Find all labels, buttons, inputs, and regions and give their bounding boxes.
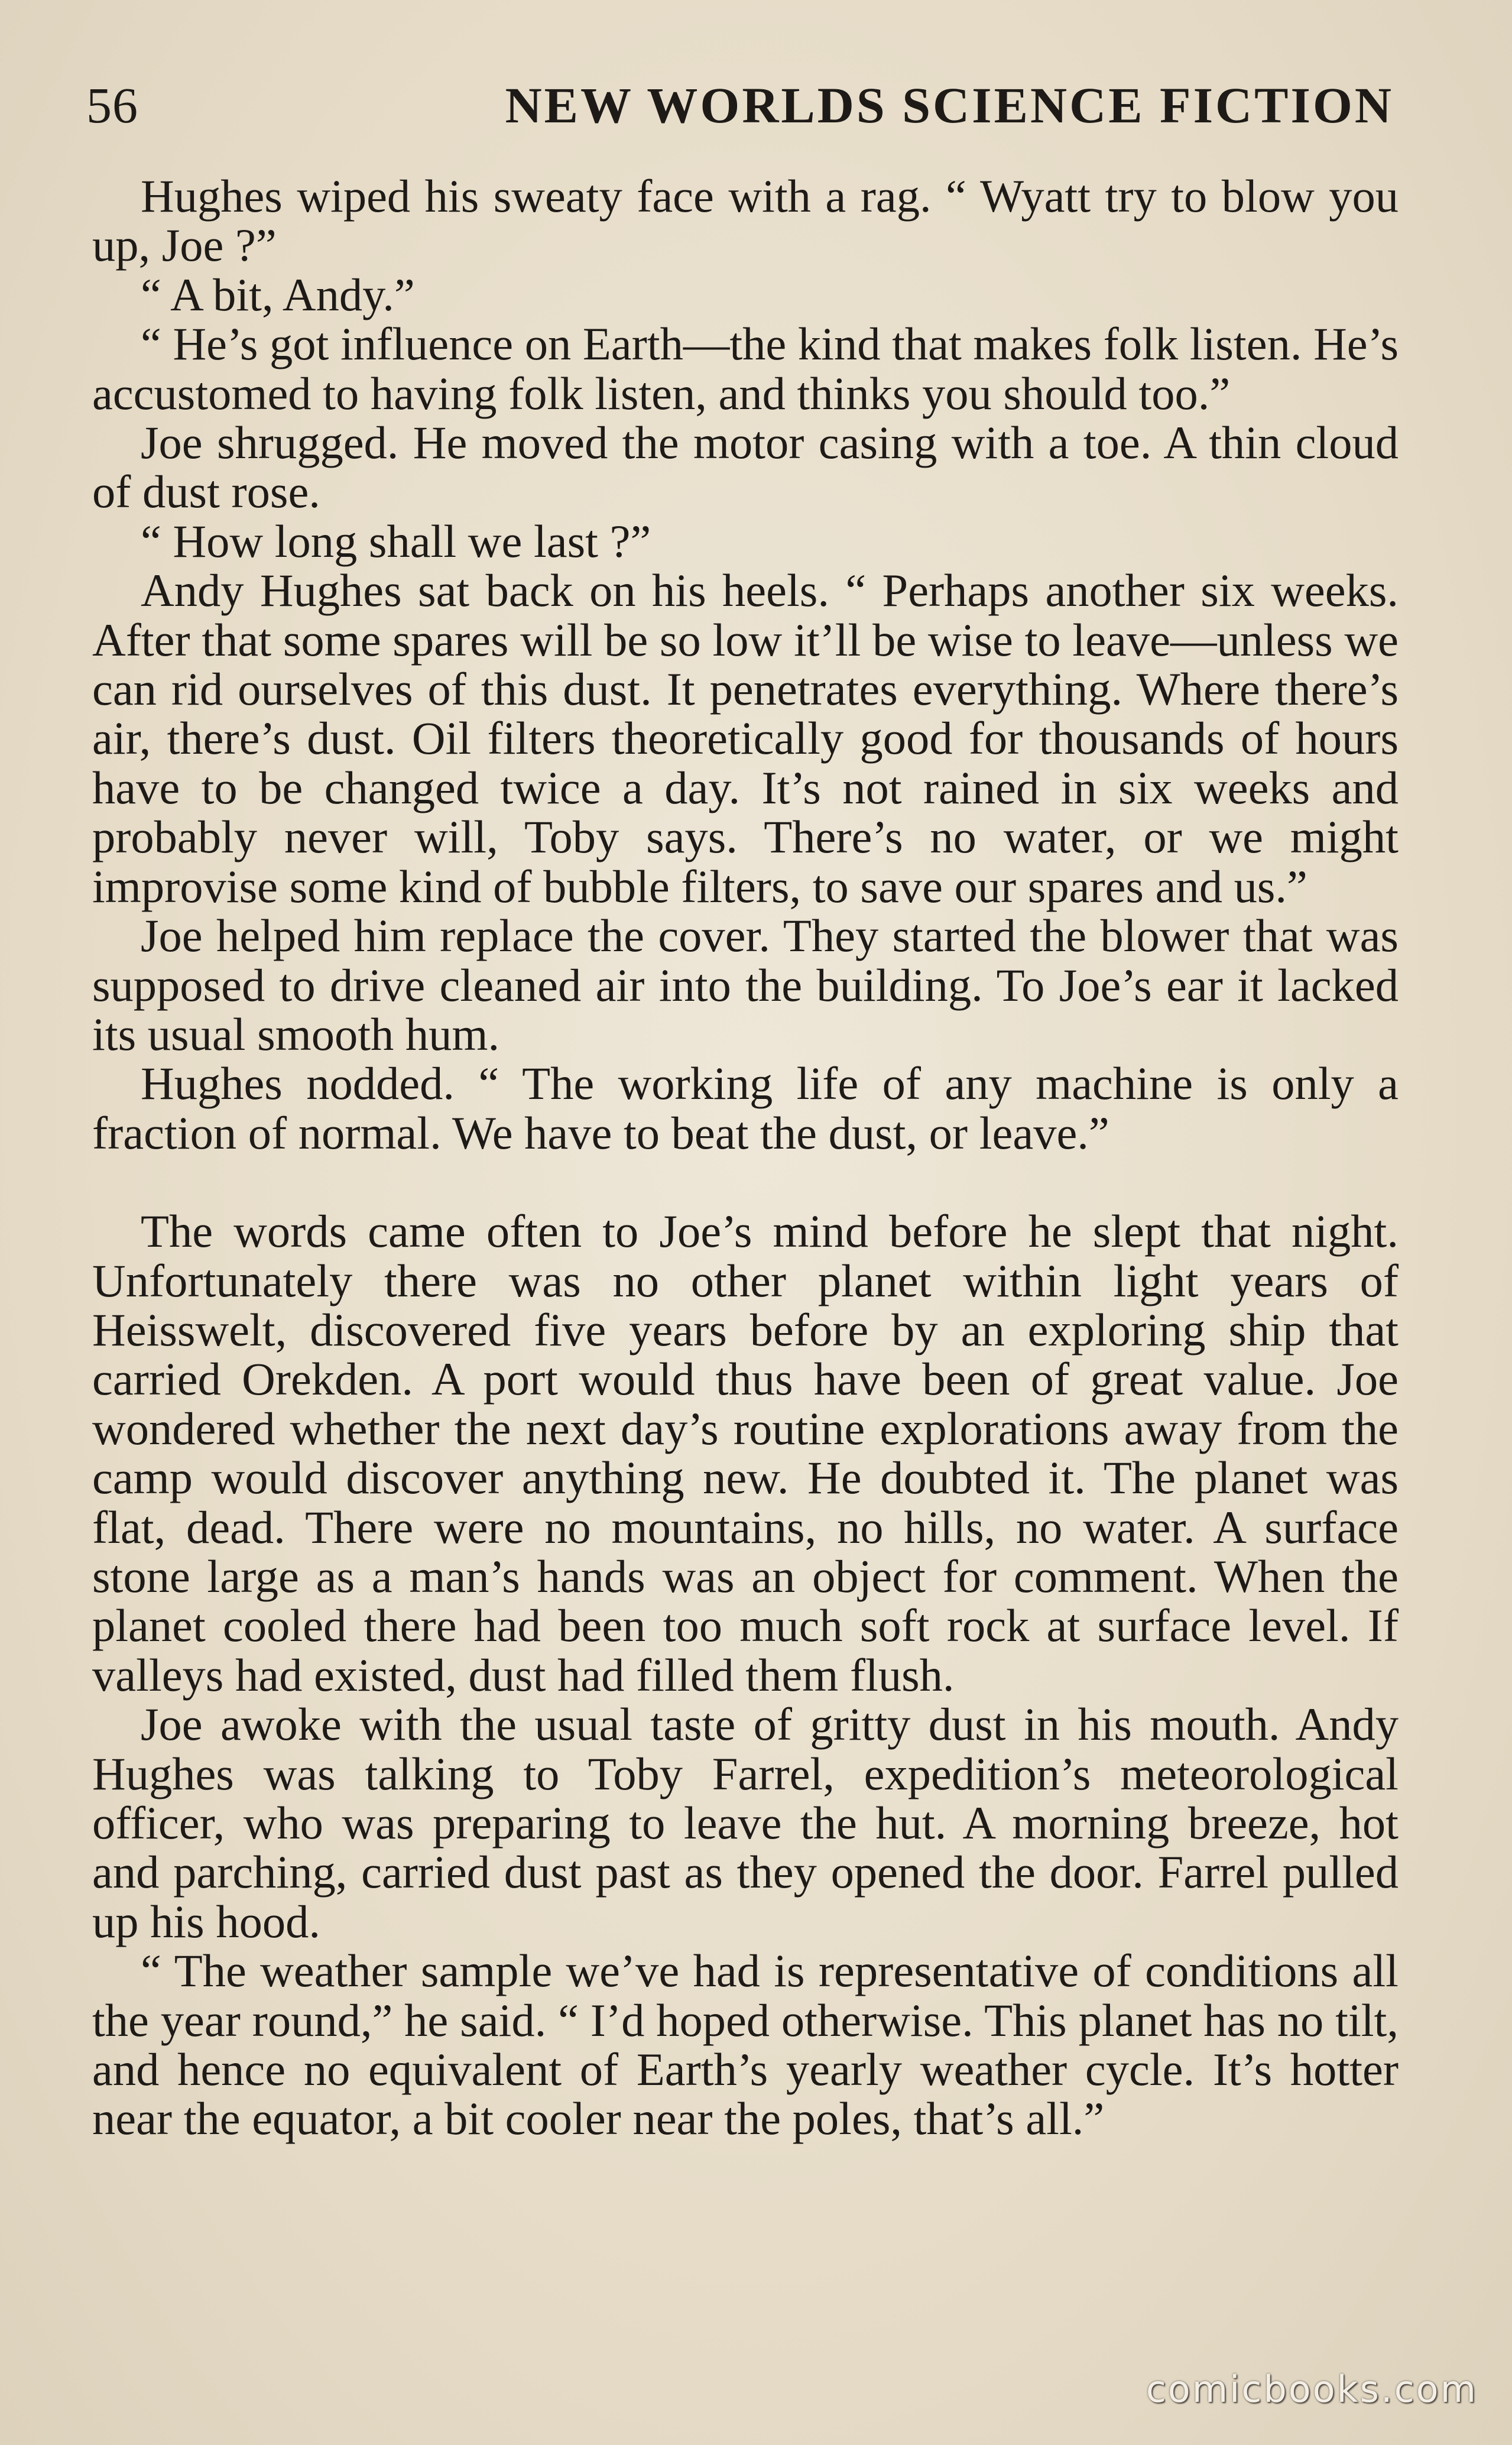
paragraph: “ A bit, Andy.” — [141, 268, 415, 320]
paragraph: Joe shrugged. He moved the motor casing with a toe. A thin cloud of dust rose. — [92, 417, 1399, 518]
watermark: comicbooks.com — [1146, 2368, 1478, 2411]
running-title: NEW WORLDS SCIENCE FICTION — [505, 77, 1394, 134]
page-number: 56 — [86, 77, 138, 134]
paragraph: “ He’s got influence on Earth—the kind that makes folk listen. He’s accustomed to having folk listen, and thinks you should too.” — [92, 318, 1399, 419]
paragraph: “ The weather sample we’ve had is representative of conditions all the year round,” he said. “ I’d hoped otherwise. This planet has no tilt, and hence no equivalent of Earth’s yearly weather cycle. It’s hotter near the equator, a bit cooler near the poles, that’s all.” — [92, 1945, 1399, 2145]
paragraph: Joe awoke with the usual taste of gritty dust in his mouth. Andy Hughes was talking to Toby Farrel, expedition’s meteorological officer, who was preparing to leave the hut. A morning breeze, hot and parching, carried dust past as they opened the door. Farrel pulled up his hood. — [92, 1698, 1399, 1947]
body-text — [92, 171, 1399, 2144]
paragraph: The words came often to Joe’s mind before he slept that night. Unfortunately there was no other planet within light years of Heisswelt, discovered five years before by an exploring ship that carried Orekden. A port would thus have been of great value. Joe wondered whether the next day’s routine explorations away from the camp would discover anything new. He doubted it. The planet was flat, dead. There were no mountains, no hills, no water. A surface stone large as a man’s hands was an object for comment. When the planet cooled there had been too much soft rock at surface level. If valleys had existed, dust had filled them flush. — [92, 1205, 1399, 1701]
paragraph: Andy Hughes sat back on his heels. “ Perhaps another six weeks. After that some spares will be so low it’ll be wise to leave—unless we can rid ourselves of this dust. It penetrates everything. Where there’s air, there’s dust. Oil filters theoretically good for thousands of hours have to be changed twice a day. It’s not rained in six weeks and probably never will, Toby says. There’s no water, or we might improvise some kind of bubble filters, to save our spares and us.” — [92, 565, 1399, 912]
paragraph: Joe helped him replace the cover. They started the blower that was supposed to drive cleaned air into the building. To Joe’s ear it lacked its usual smooth hum. — [92, 910, 1399, 1060]
page-header — [86, 76, 1394, 141]
paragraph: Hughes nodded. “ The working life of any machine is only a fraction of normal. We have to beat the dust, or leave.” — [92, 1058, 1399, 1159]
paragraph: “ How long shall we last ?” — [141, 515, 651, 567]
paragraph: Hughes wiped his sweaty face with a rag. “ Wyatt try to blow you up, Joe ?” — [92, 170, 1399, 271]
